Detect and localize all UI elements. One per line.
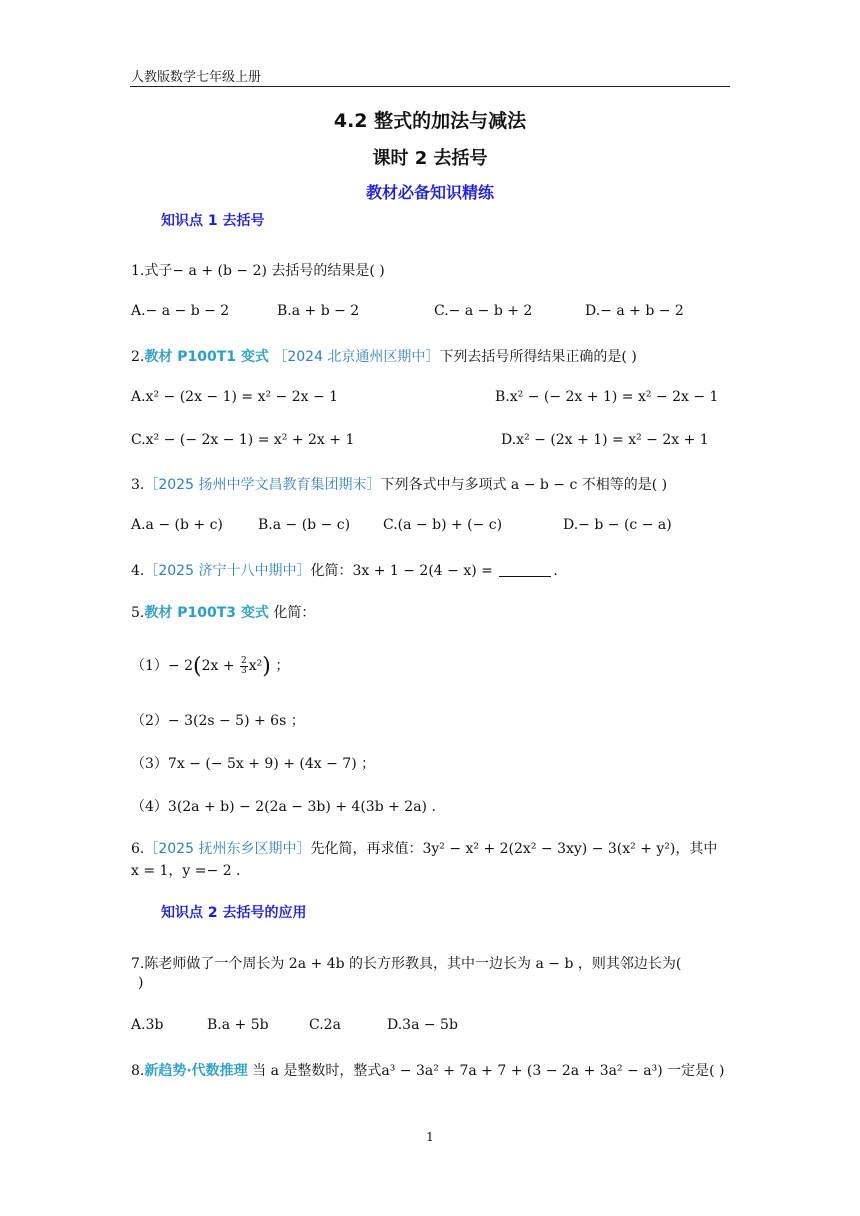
question-text: 化简： [268, 605, 316, 621]
part-1-end: ； [275, 658, 290, 674]
question-number: 5. [131, 605, 145, 621]
question-2-stem [131, 346, 637, 366]
question-1-option-c: C.− a − b + 2 [434, 303, 533, 319]
question-number: 3. [131, 477, 145, 493]
question-2-option-b: B.x² − (− 2x + 1) = x² − 2x − 1 [495, 389, 719, 405]
question-3-option-b: B.a − (b − c) [258, 517, 351, 533]
part-1-term: x² [248, 658, 263, 674]
answer-blank[interactable] [499, 564, 551, 577]
question-2-option-c: C.x² − (− 2x − 1) = x² + 2x + 1 [131, 432, 355, 448]
textbook-variant-tag: 教材 P100T3 变式 [144, 605, 269, 621]
question-7-option-b: B.a + 5b [207, 1017, 269, 1033]
page-number: 1 [426, 1130, 434, 1144]
question-6-stem [131, 838, 717, 858]
source-tag: ［2025 济宁十八中期中］ [144, 563, 311, 579]
question-5-part-2: （2）− 3(2s − 5) + 6s ； [131, 713, 305, 729]
question-text: 下列各式中与多项式 a − b − c 不相等的是( ) [380, 477, 668, 493]
knowledge-point-2: 知识点 2 去括号的应用 [161, 905, 307, 921]
book-header: 人教版数学七年级上册 [131, 70, 262, 85]
lesson-title: 课时 2 去括号 [372, 148, 488, 169]
question-5-stem [131, 602, 315, 622]
question-7-option-a: A.3b [131, 1017, 164, 1033]
fraction-numerator: 2 [241, 655, 247, 666]
fraction [240, 657, 248, 676]
source-tag: ［2025 扬州中学文昌教育集团期末］ [144, 477, 381, 493]
question-1-option-a: A.− a − b − 2 [131, 303, 230, 319]
right-paren: ) [262, 654, 271, 679]
part-1-inner: 2x + [201, 658, 240, 674]
question-7-option-d: D.3a − 5b [387, 1017, 458, 1033]
question-3-option-c: C.(a − b) + (− c) [383, 517, 503, 533]
header-divider [130, 86, 730, 87]
question-3-option-a: A.a − (b + c) [131, 517, 223, 533]
question-5-part-4: （4）3(2a + b) − 2(2a − 3b) + 4(3b + 2a) . [131, 799, 436, 815]
question-6-condition: x = 1，y =− 2 . [131, 863, 241, 879]
question-3-stem [131, 474, 667, 494]
question-1-option-d: D.− a + b − 2 [585, 303, 684, 319]
question-text: 当 a 是整数时，整式a³ − 3a² + 7a + 7 + (3 − 2a + 3a² − a³) 一定是( ) [247, 1063, 725, 1079]
question-7-stem-end: ) [138, 975, 144, 991]
question-end: . [553, 563, 558, 579]
question-5-part-1 [131, 654, 289, 679]
left-paren: ( [193, 654, 202, 679]
question-text: 下列去括号所得结果正确的是( ) [439, 349, 637, 365]
question-7-stem: 7.陈老师做了一个周长为 2a + 4b 的长方形教具，其中一边长为 a − b ，则其邻边长为( [131, 956, 682, 972]
question-1-stem: 1.式子− a + (b − 2) 去括号的结果是( ) [131, 263, 385, 279]
question-text: 化简：3x + 1 − 2(4 − x) = [310, 563, 498, 579]
textbook-variant-tag: 教材 P100T1 变式 [144, 349, 269, 365]
question-7-option-c: C.2a [309, 1017, 341, 1033]
question-5-part-3: （3）7x − (− 5x + 9) + (4x − 7) ； [131, 756, 376, 772]
fraction-denominator: 3 [241, 665, 247, 676]
source-tag: ［2025 抚州东乡区期中］ [144, 841, 311, 857]
chapter-title: 4.2 整式的加法与减法 [333, 110, 527, 132]
question-4-stem [131, 560, 558, 580]
question-2-option-a: A.x² − (2x − 1) = x² − 2x − 1 [131, 389, 339, 405]
part-1-prefix: （1）− 2 [131, 658, 193, 674]
source-tag: ［2024 北京通州区期中］ [273, 349, 440, 365]
question-text: 先化简，再求值：3y² − x² + 2(2x² − 3xy) − 3(x² + y²)，其中 [310, 841, 718, 857]
question-8-stem [131, 1060, 725, 1080]
question-2-option-d: D.x² − (2x + 1) = x² − 2x + 1 [501, 432, 709, 448]
section-title: 教材必备知识精练 [365, 183, 494, 202]
question-number: 2. [131, 349, 145, 365]
question-number: 4. [131, 563, 145, 579]
question-number: 8. [131, 1063, 145, 1079]
knowledge-point-1: 知识点 1 去括号 [161, 213, 265, 229]
question-1-option-b: B.a + b − 2 [277, 303, 360, 319]
question-3-option-d: D.− b − (c − a) [563, 517, 672, 533]
question-number: 6. [131, 841, 145, 857]
trend-tag: 新趋势·代数推理 [144, 1063, 248, 1079]
